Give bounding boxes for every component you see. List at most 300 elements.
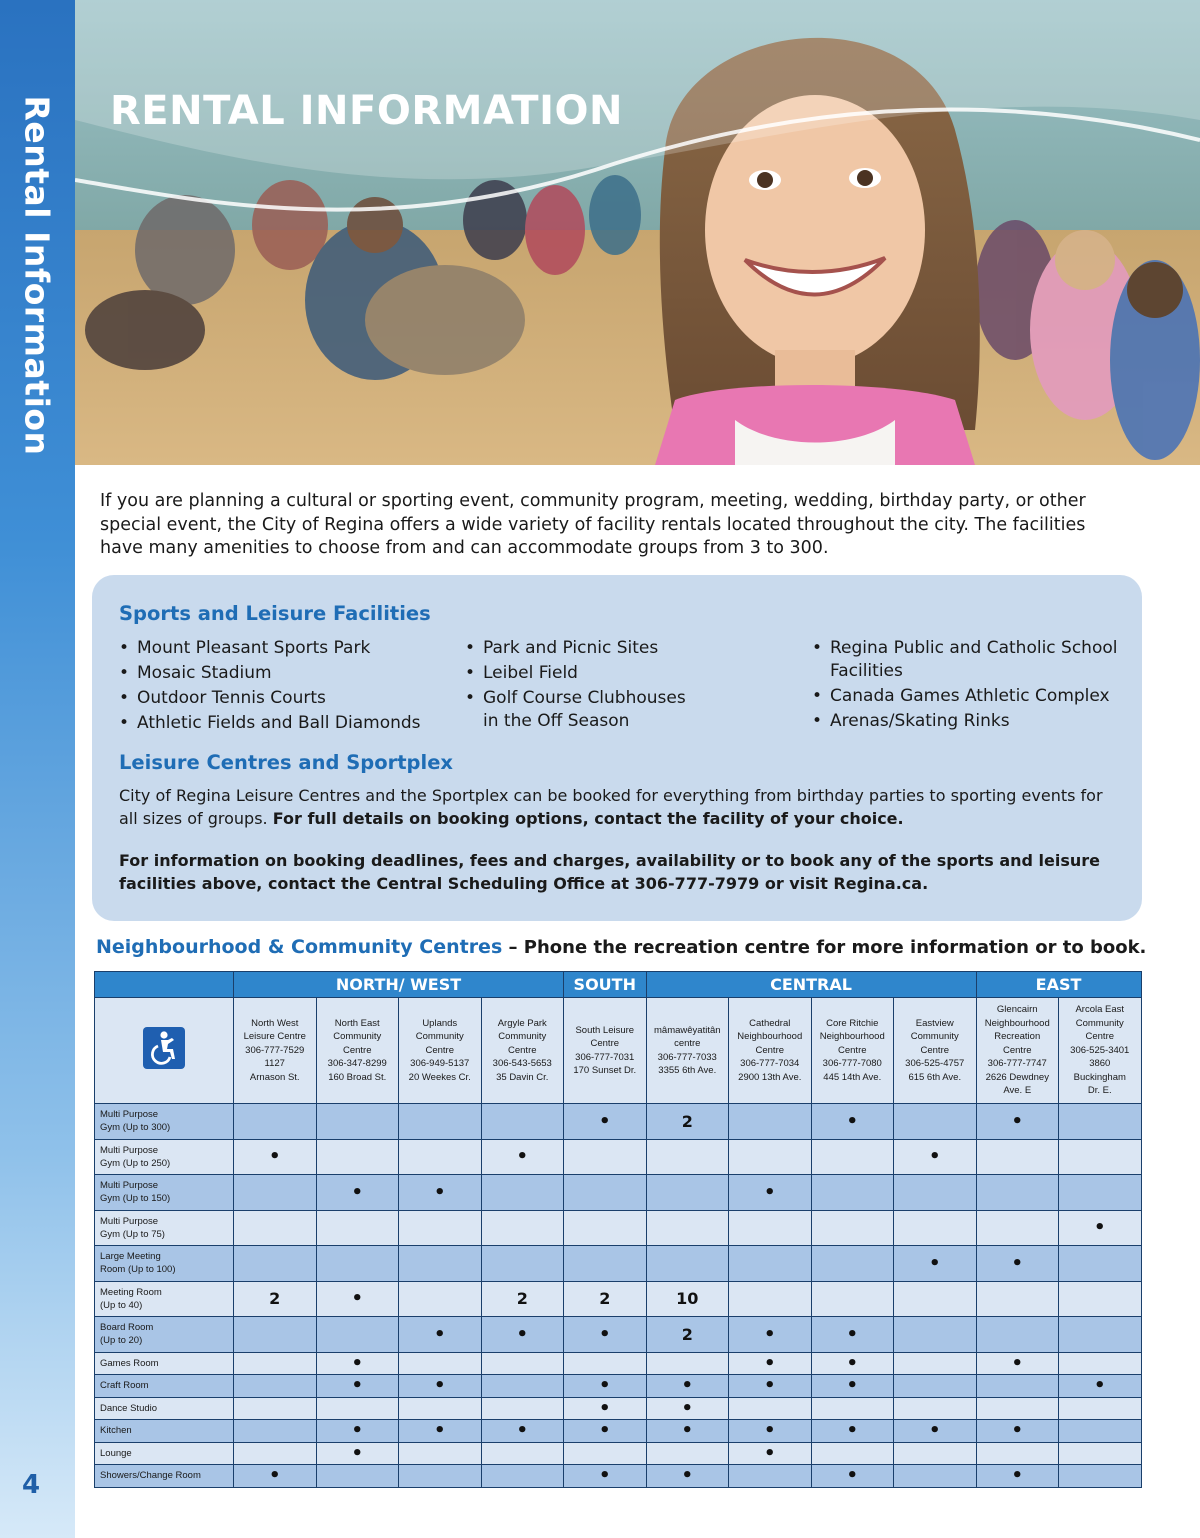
table-cell: [399, 1175, 482, 1211]
location-header-10: [1059, 998, 1142, 1104]
table-cell: [316, 1175, 399, 1211]
location-line: Neighbourhood: [737, 1031, 803, 1043]
row-label-line: Gym (Up to 150): [100, 1193, 171, 1205]
table-cell: [894, 1139, 977, 1175]
table-cell: [481, 1281, 564, 1317]
table-cell: [811, 1210, 894, 1246]
table-cell: [399, 1246, 482, 1282]
list-item: • Golf Course Clubhouses in the Off Season: [465, 687, 705, 732]
location-line: centre: [674, 1038, 701, 1049]
table-cell: [234, 1317, 317, 1353]
location-line: 306-777-7747: [987, 1058, 1047, 1070]
table-cell: [976, 1465, 1059, 1488]
table-cell: [646, 1442, 729, 1465]
table-cell: [1059, 1420, 1142, 1443]
table-cell: [1059, 1375, 1142, 1398]
list-item: • Canada Games Athletic Complex: [812, 685, 1122, 708]
availability-dot: •: [929, 1146, 941, 1168]
location-line: Glencairn: [996, 1004, 1038, 1016]
table-cell: [729, 1442, 812, 1465]
location-line: Ave. E: [1003, 1085, 1032, 1097]
table-cell: [1059, 1442, 1142, 1465]
location-line: 615 6th Ave.: [908, 1071, 962, 1083]
table-cell: [564, 1246, 647, 1282]
row-label-line: Board Room: [100, 1322, 154, 1334]
table-cell: [399, 1420, 482, 1443]
table-cell: [976, 1175, 1059, 1211]
row-label-line: Meeting Room: [100, 1286, 162, 1298]
row-label-line: Gym (Up to 75): [100, 1228, 165, 1240]
table-cell: [976, 1281, 1059, 1317]
table-cell: [894, 1281, 977, 1317]
list-item: • Mount Pleasant Sports Park: [119, 637, 449, 660]
location-line: 1127: [264, 1058, 285, 1070]
table-cell: [894, 1465, 977, 1488]
list-item: • Arenas/Skating Rinks: [812, 710, 1122, 733]
table-cell: [1059, 1175, 1142, 1211]
location-header-row: [95, 998, 1142, 1104]
list-item: • Mosaic Stadium: [119, 662, 449, 685]
table-cell: [1059, 1104, 1142, 1140]
table-cell: [481, 1139, 564, 1175]
table-cell: [564, 1210, 647, 1246]
table-cell: [316, 1104, 399, 1140]
location-header-6: [729, 998, 812, 1104]
table-cell: [976, 1246, 1059, 1282]
table-cell: [1059, 1397, 1142, 1420]
table-cell: [729, 1246, 812, 1282]
table-cell: [646, 1352, 729, 1375]
table-cell: [399, 1397, 482, 1420]
availability-dot: •: [846, 1375, 859, 1397]
table-cell: [894, 1246, 977, 1282]
row-label: [95, 1465, 234, 1488]
availability-dot: •: [846, 1465, 859, 1487]
leisure-text-bold: For full details on booking options, contact the facility of your choice.: [272, 808, 904, 828]
table-cell: [811, 1420, 894, 1443]
table-cell: [729, 1281, 812, 1317]
availability-dot: •: [1011, 1465, 1024, 1487]
table-cell: [564, 1442, 647, 1465]
table-cell: [976, 1317, 1059, 1353]
location-line: Community: [415, 1031, 464, 1043]
row-label: [95, 1317, 234, 1353]
table-cell: [316, 1210, 399, 1246]
location-line: Arnason St.: [249, 1071, 300, 1083]
table-row: [95, 1442, 1142, 1465]
table-cell: [894, 1104, 977, 1140]
row-label: [95, 1397, 234, 1420]
availability-dot: •: [351, 1442, 363, 1464]
table-cell: [481, 1352, 564, 1375]
table-cell: [646, 1210, 729, 1246]
sports-heading: Sports and Leisure Facilities: [119, 602, 431, 625]
table-cell: [1059, 1139, 1142, 1175]
table-cell: [481, 1210, 564, 1246]
table-cell: [234, 1139, 317, 1175]
table-cell: [564, 1397, 647, 1420]
location-header-8: [894, 998, 977, 1104]
table-row: [95, 1104, 1142, 1140]
availability-dot: •: [433, 1323, 446, 1345]
row-label: [95, 1210, 234, 1246]
table-cell: [316, 1246, 399, 1282]
table-cell: [564, 1317, 647, 1353]
location-line: 445 14th Ave.: [823, 1071, 882, 1083]
row-label: [95, 1281, 234, 1317]
location-line: 306-777-7529: [245, 1044, 305, 1056]
table-cell: [316, 1375, 399, 1398]
list-item: • Regina Public and Catholic School Facilities: [812, 637, 1122, 682]
table-cell: [399, 1352, 482, 1375]
location-line: 306-777-7080: [822, 1058, 882, 1070]
table-cell: [399, 1317, 482, 1353]
row-label-line: Lounge: [100, 1447, 132, 1459]
availability-dot: •: [1094, 1217, 1106, 1239]
availability-dot: •: [846, 1323, 859, 1345]
table-cell: [811, 1317, 894, 1353]
location-line: Neighbourhood: [984, 1017, 1050, 1029]
location-line: 306-777-7033: [657, 1051, 717, 1063]
row-label-line: Showers/Change Room: [100, 1470, 201, 1482]
table-cell: [894, 1352, 977, 1375]
availability-dot: •: [599, 1397, 611, 1419]
table-cell: [316, 1420, 399, 1443]
location-line: 306-777-7034: [740, 1058, 800, 1070]
table-cell: [976, 1210, 1059, 1246]
location-line: Community: [910, 1031, 959, 1043]
leisure-text: [119, 785, 1119, 830]
region-east: EAST: [976, 972, 1141, 998]
hero-photo: [75, 0, 1200, 465]
table-cell: [234, 1352, 317, 1375]
location-line: Centre: [590, 1038, 620, 1049]
accessibility-cell: [95, 998, 234, 1104]
table-cell: [564, 1465, 647, 1488]
table-cell: [234, 1375, 317, 1398]
table-cell: [646, 1175, 729, 1211]
table-row: [95, 1465, 1142, 1488]
location-line: 20 Weekes Cr.: [408, 1071, 471, 1083]
table-cell: [811, 1175, 894, 1211]
table-cell: [234, 1246, 317, 1282]
table-cell: [481, 1442, 564, 1465]
location-line: Centre: [1003, 1044, 1032, 1056]
table-cell: [729, 1104, 812, 1140]
table-cell: [564, 1352, 647, 1375]
availability-dot: •: [268, 1146, 281, 1168]
location-line: Arcola East: [1075, 1004, 1125, 1016]
table-cell: [481, 1420, 564, 1443]
location-line: 160 Broad St.: [328, 1071, 387, 1083]
availability-dot: •: [1011, 1420, 1024, 1442]
table-cell: [234, 1442, 317, 1465]
availability-dot: •: [1011, 1352, 1024, 1374]
table-cell: [729, 1465, 812, 1488]
table-cell: [481, 1397, 564, 1420]
table-cell: [564, 1420, 647, 1443]
table-cell: [811, 1281, 894, 1317]
availability-dot: •: [351, 1375, 363, 1397]
table-cell: [316, 1139, 399, 1175]
table-cell: [894, 1442, 977, 1465]
availability-dot: •: [1011, 1110, 1024, 1132]
region-header-blank: [95, 972, 234, 998]
row-label-line: Room (Up to 100): [100, 1264, 176, 1276]
table-cell: [976, 1420, 1059, 1443]
row-label: [95, 1375, 234, 1398]
table-cell: [729, 1317, 812, 1353]
table-cell: [481, 1104, 564, 1140]
table-cell: [976, 1352, 1059, 1375]
table-heading: [96, 936, 1146, 958]
table-cell: [316, 1442, 399, 1465]
room-count: 2: [599, 1289, 611, 1309]
table-cell: [811, 1375, 894, 1398]
region-south: SOUTH: [564, 972, 647, 998]
location-line: 306-543-5653: [492, 1058, 552, 1070]
location-line: Leisure Centre: [243, 1031, 306, 1043]
availability-dot: •: [764, 1420, 776, 1442]
table-cell: [316, 1465, 399, 1488]
location-line: mâmawêyatitân: [654, 1024, 721, 1036]
page-number: 4: [22, 1470, 41, 1500]
page-title: RENTAL INFORMATION: [110, 88, 623, 134]
location-line: Centre: [342, 1044, 372, 1056]
table-row: [95, 1375, 1142, 1398]
table-cell: [1059, 1317, 1142, 1353]
table-cell: [234, 1175, 317, 1211]
table-heading-subtitle: – Phone the recreation centre for more information or to book.: [502, 937, 1147, 958]
table-cell: [811, 1104, 894, 1140]
booking-note: For information on booking deadlines, fees and charges, availability or to book any of the sports and leisure facilities above, contact the Central Scheduling Office at 306-777-7979 or visit Regina.ca.: [119, 851, 1100, 893]
table-cell: [481, 1375, 564, 1398]
location-line: 3355 6th Ave.: [658, 1065, 717, 1076]
table-cell: [316, 1352, 399, 1375]
table-cell: [399, 1139, 482, 1175]
row-label: [95, 1139, 234, 1175]
availability-dot: •: [599, 1375, 611, 1397]
list-item: • Leibel Field: [465, 662, 705, 685]
table-cell: [564, 1175, 647, 1211]
room-count: 2: [681, 1111, 693, 1131]
wheelchair-icon-graphic: [143, 1027, 185, 1069]
row-label-line: Dance Studio: [100, 1402, 158, 1414]
location-line: North West: [251, 1017, 299, 1029]
location-line: Centre: [425, 1044, 454, 1056]
table-row: [95, 1281, 1142, 1317]
availability-dot: •: [764, 1323, 776, 1345]
room-count: 2: [269, 1289, 281, 1309]
table-row: [95, 1210, 1142, 1246]
table-cell: [811, 1397, 894, 1420]
row-label-line: Games Room: [100, 1357, 159, 1369]
row-label-line: (Up to 40): [100, 1299, 143, 1311]
table-cell: [646, 1139, 729, 1175]
table-cell: [234, 1281, 317, 1317]
room-count: 2: [516, 1289, 528, 1309]
location-header-3: [481, 998, 564, 1104]
side-title-text: Rental Information: [18, 94, 58, 456]
table-heading-title: Neighbourhood & Community Centres: [96, 936, 503, 958]
table-cell: [811, 1442, 894, 1465]
location-line: 3860: [1089, 1058, 1111, 1070]
location-line: Centre: [508, 1044, 537, 1056]
availability-dot: •: [599, 1465, 611, 1487]
location-line: Centre: [920, 1044, 950, 1056]
list-item: • Park and Picnic Sites: [465, 637, 705, 660]
table-cell: [976, 1397, 1059, 1420]
table-cell: [564, 1139, 647, 1175]
table-cell: [976, 1375, 1059, 1398]
location-line: 306-525-3401: [1070, 1044, 1130, 1056]
location-header-1: [316, 998, 399, 1104]
table-cell: [1059, 1246, 1142, 1282]
room-count: 2: [681, 1324, 693, 1344]
row-label: [95, 1104, 234, 1140]
table-cell: [234, 1465, 317, 1488]
location-line: 306-777-7031: [575, 1051, 635, 1063]
row-label-line: Multi Purpose: [100, 1109, 159, 1121]
list-item: • Outdoor Tennis Courts: [119, 687, 449, 710]
row-label-line: Kitchen: [100, 1425, 132, 1437]
row-label: [95, 1246, 234, 1282]
location-line: 35 Davin Cr.: [496, 1071, 549, 1083]
list-item: • Athletic Fields and Ball Diamonds: [119, 712, 449, 735]
availability-dot: •: [764, 1181, 776, 1203]
table-cell: [811, 1139, 894, 1175]
table-cell: [399, 1375, 482, 1398]
intro-paragraph: If you are planning a cultural or sporting event, community program, meeting, wedding, birthday party, or other special event, the City of Regina offers a wide variety of facility rentals located throughout the city. The facilities have many amenities to choose from and can accommodate groups from 3 to 300.: [100, 491, 1086, 558]
location-line: 306-525-4757: [905, 1058, 965, 1070]
availability-dot: •: [351, 1420, 363, 1442]
table-cell: [399, 1210, 482, 1246]
facilities-panel: [92, 575, 1142, 921]
location-header-0: [234, 998, 317, 1104]
availability-dot: •: [681, 1465, 694, 1487]
availability-dot: •: [764, 1442, 776, 1464]
location-header-2: [399, 998, 482, 1104]
location-line: Neighbourhood: [819, 1031, 885, 1043]
table-cell: [894, 1375, 977, 1398]
availability-dot: •: [681, 1420, 694, 1442]
table-cell: [399, 1465, 482, 1488]
table-cell: [646, 1375, 729, 1398]
table-cell: [729, 1375, 812, 1398]
location-line: Eastview: [915, 1017, 954, 1029]
sports-list-col2: [465, 637, 705, 735]
table-cell: [646, 1104, 729, 1140]
table-cell: [234, 1397, 317, 1420]
table-cell: [399, 1104, 482, 1140]
availability-dot: •: [764, 1352, 776, 1374]
table-cell: [481, 1246, 564, 1282]
location-line: 306-949-5137: [410, 1058, 470, 1070]
region-north-west: NORTH/ WEST: [234, 972, 564, 998]
row-label: [95, 1420, 234, 1443]
location-line: Centre: [755, 1044, 785, 1056]
availability-dot: •: [351, 1352, 363, 1374]
wheelchair-accessible-icon: [143, 1027, 185, 1069]
table-cell: [894, 1317, 977, 1353]
table-cell: [811, 1465, 894, 1488]
location-line: Uplands: [422, 1017, 458, 1029]
row-label-line: Gym (Up to 250): [100, 1157, 171, 1169]
table-cell: [646, 1465, 729, 1488]
table-cell: [976, 1104, 1059, 1140]
table-cell: [646, 1246, 729, 1282]
location-line: Community: [498, 1031, 547, 1043]
location-line: 2626 Dewdney: [985, 1071, 1049, 1083]
table-cell: [564, 1281, 647, 1317]
table-cell: [399, 1281, 482, 1317]
table-cell: [729, 1352, 812, 1375]
availability-dot: •: [433, 1375, 446, 1397]
table-cell: [894, 1420, 977, 1443]
availability-dot: •: [433, 1181, 446, 1203]
row-label-line: (Up to 20): [100, 1335, 143, 1347]
table-cell: [729, 1175, 812, 1211]
table-cell: [646, 1420, 729, 1443]
availability-dot: •: [599, 1110, 611, 1132]
location-line: South Leisure: [575, 1024, 635, 1036]
table-cell: [1059, 1352, 1142, 1375]
table-cell: [481, 1317, 564, 1353]
location-line: Cathedral: [749, 1017, 791, 1029]
row-label-line: Multi Purpose: [100, 1144, 159, 1156]
table-cell: [646, 1397, 729, 1420]
table-cell: [811, 1352, 894, 1375]
availability-dot: •: [681, 1375, 694, 1397]
table-cell: [316, 1397, 399, 1420]
location-line: 170 Sunset Dr.: [573, 1065, 637, 1076]
availability-dot: •: [1094, 1375, 1106, 1397]
table-cell: [564, 1375, 647, 1398]
leisure-text-main: City of Regina Leisure Centres and the Sportplex can be booked for everything from birthday parties to sporting events for all sizes of groups.: [119, 786, 1103, 828]
availability-dot: •: [516, 1146, 529, 1168]
side-title: [0, 90, 75, 460]
table-cell: [1059, 1281, 1142, 1317]
location-line: Dr. E.: [1087, 1085, 1112, 1097]
location-line: Core Ritchie: [826, 1017, 879, 1029]
table-cell: [316, 1317, 399, 1353]
availability-dot: •: [516, 1420, 529, 1442]
row-label: [95, 1442, 234, 1465]
table-cell: [729, 1420, 812, 1443]
table-row: [95, 1139, 1142, 1175]
table-cell: [976, 1442, 1059, 1465]
hero-illustration: [75, 0, 1200, 465]
table-cell: [481, 1465, 564, 1488]
table-cell: [894, 1175, 977, 1211]
availability-dot: •: [929, 1252, 941, 1274]
region-header-row: [95, 972, 1142, 998]
table-cell: [646, 1317, 729, 1353]
table-cell: [234, 1210, 317, 1246]
location-header-4: [564, 998, 647, 1104]
table-cell: [234, 1104, 317, 1140]
availability-dot: •: [599, 1420, 611, 1442]
location-header-7: [811, 998, 894, 1104]
table-row: [95, 1352, 1142, 1375]
table-cell: [564, 1104, 647, 1140]
location-line: Argyle Park: [497, 1017, 547, 1029]
availability-dot: •: [433, 1420, 446, 1442]
table-row: [95, 1397, 1142, 1420]
location-header-5: [646, 998, 729, 1104]
table-cell: [894, 1210, 977, 1246]
location-line: Recreation: [994, 1031, 1041, 1043]
